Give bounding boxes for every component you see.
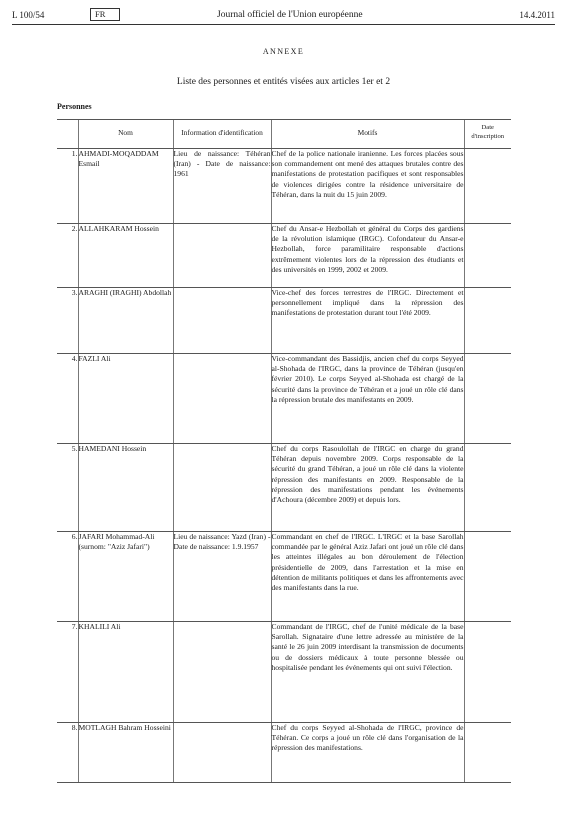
section-label: Personnes bbox=[57, 102, 92, 111]
list-title: Liste des personnes et entités visées aux articles 1er et 2 bbox=[176, 77, 391, 87]
journal-title: Journal officiel de l'Union européenne bbox=[217, 10, 363, 20]
table-row bbox=[57, 288, 511, 354]
person-name: KHALILI Ali bbox=[78, 622, 173, 723]
identification-info bbox=[173, 354, 271, 444]
column-header-number bbox=[57, 120, 78, 149]
column-header-reasons: Motifs bbox=[271, 120, 464, 149]
person-name: HAMEDANI Hossein bbox=[78, 444, 173, 532]
row-number: 5. bbox=[57, 444, 78, 532]
table-row bbox=[57, 149, 511, 224]
language-badge: FR bbox=[90, 8, 120, 21]
person-name: ALLAHKARAM Hossein bbox=[78, 224, 173, 288]
annex-title: ANNEXE bbox=[262, 47, 305, 56]
person-name: FAZLI Ali bbox=[78, 354, 173, 444]
reasons-text: Commandant en chef de l'IRGC. L'IRGC et la base Sarollah commandée par le général Aziz Jafari ont joué un rôle clé dans les atteintes illégales au bon déroulement de l'élection présidentielle de 2009, dans l'arrestation et la mise en détention de militants politiques et dans les affrontements avec des manifestants dans la rue. bbox=[271, 532, 464, 622]
column-header-name: Nom bbox=[78, 120, 173, 149]
row-number: 2. bbox=[57, 224, 78, 288]
person-name: JAFARI Mohammad-Ali (surnom: "Aziz Jafari") bbox=[78, 532, 173, 622]
person-name: AHMADI-MOQADDAM Esmail bbox=[78, 149, 173, 224]
page-header bbox=[12, 8, 555, 22]
reasons-text: Vice-commandant des Bassidjis, ancien chef du corps Seyyed al-Shohada de l'IRGC, dans la province de Téhéran (jusqu'en février 2010). Le corps Seyyed al-Shohada est chargé de la sécurité dans la province de Téhéran et a joué un rôle clé dans la répression brutale des manifestants en 2009. bbox=[271, 354, 464, 444]
row-number: 3. bbox=[57, 288, 78, 354]
identification-info bbox=[173, 723, 271, 783]
column-header-identification: Information d'identification bbox=[173, 120, 271, 149]
reasons-text: Chef du Ansar-e Hezbollah et général du Corps des gardiens de la révolution islamique (IRGC). Cofondateur du Ansar-e Hezbollah, force paramilitaire responsable d'actions extrêmement violentes lors de la répression des étudiants et des universités en 1999, 2002 et 2009. bbox=[271, 224, 464, 288]
table-row bbox=[57, 354, 511, 444]
page-reference: L 100/54 bbox=[12, 10, 45, 20]
reasons-text: Chef du corps Seyyed al-Shohada de l'IRGC, province de Téhéran. Ce corps a joué un rôle clé dans l'organisation de la répression des manifestations. bbox=[271, 723, 464, 783]
publication-date: 14.4.2011 bbox=[519, 10, 555, 20]
listing-date bbox=[464, 532, 511, 622]
identification-info bbox=[173, 224, 271, 288]
table-row bbox=[57, 532, 511, 622]
column-header-date: Date d'inscription bbox=[464, 120, 511, 149]
row-number: 4. bbox=[57, 354, 78, 444]
reasons-text: Chef de la police nationale iranienne. Les forces placées sous son commandement ont mené des attaques brutales contre des manifestations de protestation pacifiques et sont responsables de violences dirigées contre la résidence universitaire de Téhéran, dans la nuit du 15 juin 2009. bbox=[271, 149, 464, 224]
listing-date bbox=[464, 224, 511, 288]
persons-table bbox=[57, 119, 511, 783]
identification-info bbox=[173, 288, 271, 354]
table-header-row bbox=[57, 120, 511, 149]
identification-info: Lieu de naissance: Téhéran (Iran) - Date de naissance: 1961 bbox=[173, 149, 271, 224]
row-number: 8. bbox=[57, 723, 78, 783]
listing-date bbox=[464, 354, 511, 444]
header-rule bbox=[12, 24, 555, 25]
table-row bbox=[57, 622, 511, 723]
listing-date bbox=[464, 288, 511, 354]
listing-date bbox=[464, 723, 511, 783]
identification-info bbox=[173, 622, 271, 723]
listing-date bbox=[464, 444, 511, 532]
listing-date bbox=[464, 622, 511, 723]
row-number: 6. bbox=[57, 532, 78, 622]
person-name: MOTLAGH Bahram Hosseini bbox=[78, 723, 173, 783]
reasons-text: Vice-chef des forces terrestres de l'IRGC. Directement et personnellement impliqué dans la répression des manifestations de protestation durant tout l'été 2009. bbox=[271, 288, 464, 354]
table-row bbox=[57, 224, 511, 288]
table-row bbox=[57, 444, 511, 532]
identification-info: Lieu de naissance: Yazd (Iran) - Date de naissance: 1.9.1957 bbox=[173, 532, 271, 622]
person-name: ARAGHI (IRAGHI) Abdollah bbox=[78, 288, 173, 354]
row-number: 1. bbox=[57, 149, 78, 224]
identification-info bbox=[173, 444, 271, 532]
table-row bbox=[57, 723, 511, 783]
reasons-text: Commandant de l'IRGC, chef de l'unité médicale de la base Sarollah. Signataire d'une lettre adressée au ministère de la santé le 26 juin 2009 interdisant la transmission de documents ou de dossiers médicaux à toute personne blessée ou hospitalisée pendant les événements qui ont suivi l'élection. bbox=[271, 622, 464, 723]
listing-date bbox=[464, 149, 511, 224]
reasons-text: Chef du corps Rasoulollah de l'IRGC en charge du grand Téhéran depuis novembre 2009. Corps responsable de la sécurité du grand Téhéran, a joué un rôle clé dans la violente répression des manifestants en 2009. Responsable de la répression des manifestations pendant les événements d'Achoura (décembre 2009) et depuis lors. bbox=[271, 444, 464, 532]
row-number: 7. bbox=[57, 622, 78, 723]
